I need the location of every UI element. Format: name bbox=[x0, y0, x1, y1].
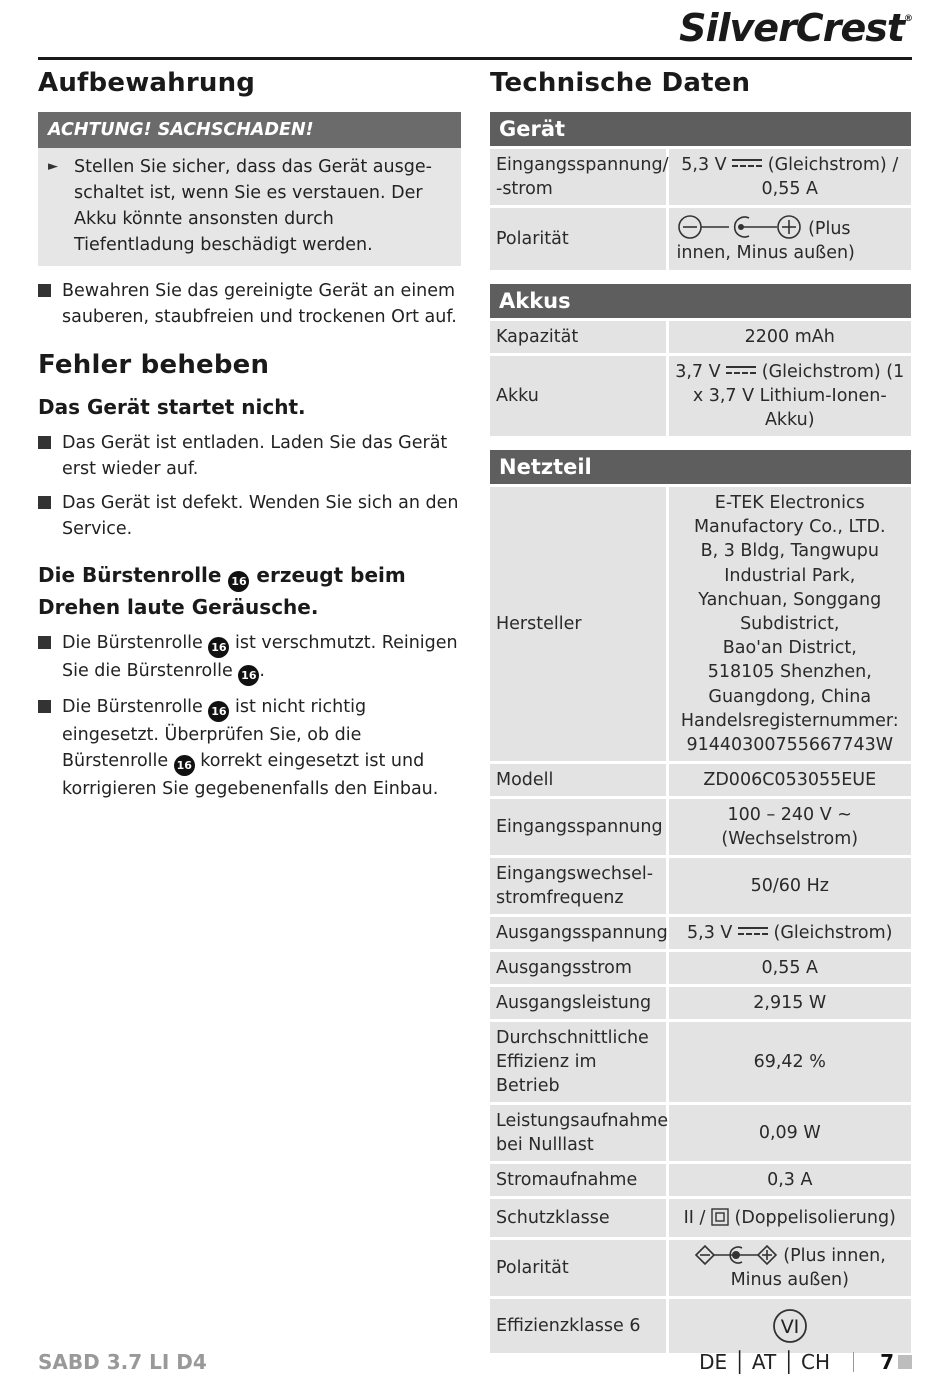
psu-polarity-value: (Plus innen, Minus außen) bbox=[667, 1239, 911, 1298]
section-device-heading: Gerät bbox=[490, 112, 911, 146]
efficiency-value: 69,42 % bbox=[667, 1021, 911, 1104]
right-column bbox=[490, 66, 911, 1356]
table-row bbox=[490, 951, 911, 986]
current-label: Stromaufnahme bbox=[490, 1163, 667, 1198]
section-battery-heading: Akkus bbox=[490, 284, 911, 318]
table-row bbox=[490, 320, 911, 355]
section-psu-heading: Netzteil bbox=[490, 450, 911, 484]
manufacturer-value: E-TEK Electronics Manufactory Co., LTD. B, 3 Bldg, Tangwupu Industrial Park, Yanchuan, Songgang Subdistrict, Bao'an District, 518105 Shenzhen, Guangdong, China Handelsregisternummer: 91440300755667743W bbox=[667, 486, 911, 763]
double-insulation-icon bbox=[711, 1208, 729, 1226]
battery-table bbox=[490, 318, 911, 439]
noload-label: Leistungsaufnahme bei Nulllast bbox=[490, 1104, 667, 1163]
input-voltage-label: Eingangsspannung bbox=[490, 798, 667, 857]
akku-value: 3,7 V (Gleichstrom) (1 x 3,7 V Lithium-Ionen-Akku) bbox=[667, 355, 911, 438]
model-value: ZD006C053055EUE bbox=[667, 763, 911, 798]
input-label: Eingangsspannung/ -strom bbox=[490, 148, 667, 207]
efficiency-class-label: Effizienzklasse 6 bbox=[490, 1298, 667, 1355]
bullet-square-icon bbox=[38, 436, 51, 449]
psu-table bbox=[490, 484, 911, 1356]
table-row bbox=[490, 1021, 911, 1104]
list-item: Die Bürstenrolle 16 ist verschmutzt. Reinigen Sie die Bürstenrolle 16 . bbox=[38, 630, 461, 686]
part-number-badge: 16 bbox=[174, 755, 195, 776]
warning-title: ACHTUNG! SACHSCHADEN! bbox=[38, 112, 461, 148]
capacity-value: 2200 mAh bbox=[667, 320, 911, 355]
psu-polarity-label: Polarität bbox=[490, 1239, 667, 1298]
output-power-label: Ausgangsleistung bbox=[490, 986, 667, 1021]
table-row bbox=[490, 1298, 911, 1355]
output-voltage-value: 5,3 V (Gleichstrom) bbox=[667, 916, 911, 951]
table-row bbox=[490, 1163, 911, 1198]
table-row bbox=[490, 355, 911, 438]
table-row bbox=[490, 207, 911, 272]
storage-list bbox=[38, 278, 461, 330]
table-row bbox=[490, 486, 911, 763]
capacity-label: Kapazität bbox=[490, 320, 667, 355]
model-number: SABD 3.7 LI D4 bbox=[38, 1350, 207, 1374]
device-table bbox=[490, 146, 911, 273]
left-column bbox=[38, 66, 461, 810]
current-value: 0,3 A bbox=[667, 1163, 911, 1198]
model-label: Modell bbox=[490, 763, 667, 798]
efficiency-class-mark-icon bbox=[772, 1308, 808, 1344]
header-rule bbox=[38, 57, 912, 60]
polarity-symbol-icon bbox=[677, 214, 803, 240]
part-number-badge: 16 bbox=[208, 637, 229, 658]
dc-symbol-icon bbox=[732, 158, 762, 168]
output-current-label: Ausgangsstrom bbox=[490, 951, 667, 986]
manufacturer-label: Hersteller bbox=[490, 486, 667, 763]
protection-class-label: Schutzklasse bbox=[490, 1198, 667, 1239]
warning-text: Stellen Sie sicher, dass das Gerät ausgeschaltet ist, wenn Sie es verstauen. Der Akku könnte ansonsten durch Tiefentladung beschädigt werden. bbox=[74, 157, 432, 255]
table-row bbox=[490, 148, 911, 207]
storage-title: Aufbewahrung bbox=[38, 68, 256, 98]
tech-data-title: Technische Daten bbox=[490, 68, 751, 98]
efficiency-class-value bbox=[667, 1298, 911, 1355]
troubleshoot-title: Fehler beheben bbox=[38, 350, 270, 380]
output-power-value: 2,915 W bbox=[667, 986, 911, 1021]
bullet-square-icon bbox=[38, 700, 51, 713]
problem-1-list bbox=[38, 430, 461, 542]
polarity-value: (Plus innen, Minus außen) bbox=[667, 207, 911, 272]
problem-title-1: Das Gerät startet nicht. bbox=[38, 395, 306, 419]
bullet-square-icon bbox=[38, 284, 51, 297]
page-marker-icon bbox=[898, 1355, 912, 1369]
language-codes: DE │ AT │ CH bbox=[699, 1350, 830, 1374]
problem-2-list bbox=[38, 630, 461, 802]
table-row bbox=[490, 916, 911, 951]
list-item: Bewahren Sie das gereinigte Gerät an einem sauberen, staubfreien und trockenen Ort auf. bbox=[38, 278, 461, 330]
brand-logo: SilverCrest® bbox=[679, 6, 912, 50]
akku-label: Akku bbox=[490, 355, 667, 438]
frequency-value: 50/60 Hz bbox=[667, 857, 911, 916]
frequency-label: Eingangswechselstromfrequenz bbox=[490, 857, 667, 916]
input-value: 5,3 V (Gleichstrom) / 0,55 A bbox=[667, 148, 911, 207]
part-number-badge: 16 bbox=[238, 665, 259, 686]
list-item: Die Bürstenrolle 16 ist nicht richtig eingesetzt. Überprüfen Sie, ob die Bürstenrolle 16 korrekt eingesetzt ist und korrigieren Sie gegebenenfalls den Einbau. bbox=[38, 694, 461, 802]
bullet-square-icon bbox=[38, 636, 51, 649]
page-footer bbox=[38, 1350, 912, 1378]
list-item: Das Gerät ist defekt. Wenden Sie sich an den Service. bbox=[38, 490, 461, 542]
table-row bbox=[490, 1104, 911, 1163]
table-row bbox=[490, 1198, 911, 1239]
bullet-square-icon bbox=[38, 496, 51, 509]
list-item: Das Gerät ist entladen. Laden Sie das Gerät erst wieder auf. bbox=[38, 430, 461, 482]
polarity-symbol-icon bbox=[694, 1244, 778, 1266]
page-number: 7 bbox=[880, 1350, 894, 1374]
table-row bbox=[490, 798, 911, 857]
warning-body bbox=[38, 148, 461, 266]
table-row bbox=[490, 857, 911, 916]
table-row bbox=[490, 763, 911, 798]
dc-symbol-icon bbox=[738, 926, 768, 936]
protection-class-value: II / (Doppelisolierung) bbox=[667, 1198, 911, 1239]
output-current-value: 0,55 A bbox=[667, 951, 911, 986]
efficiency-class-symbol: VI bbox=[780, 1316, 800, 1339]
part-number-badge: 16 bbox=[208, 701, 229, 722]
output-voltage-label: Ausgangsspannung bbox=[490, 916, 667, 951]
arrow-icon: ► bbox=[48, 159, 58, 174]
table-row bbox=[490, 1239, 911, 1298]
problem-title-2: Die Bürstenrolle 16 erzeugt beim Drehen laute Geräusche. bbox=[38, 563, 406, 619]
input-voltage-value: 100 – 240 V ~ (Wechselstrom) bbox=[667, 798, 911, 857]
efficiency-label: Durchschnittliche Effizienz im Betrieb bbox=[490, 1021, 667, 1104]
dc-symbol-icon bbox=[726, 365, 756, 375]
table-row bbox=[490, 986, 911, 1021]
footer-divider bbox=[853, 1352, 854, 1372]
noload-value: 0,09 W bbox=[667, 1104, 911, 1163]
warning-box bbox=[38, 112, 461, 266]
polarity-label: Polarität bbox=[490, 207, 667, 272]
part-number-badge: 16 bbox=[228, 571, 249, 592]
